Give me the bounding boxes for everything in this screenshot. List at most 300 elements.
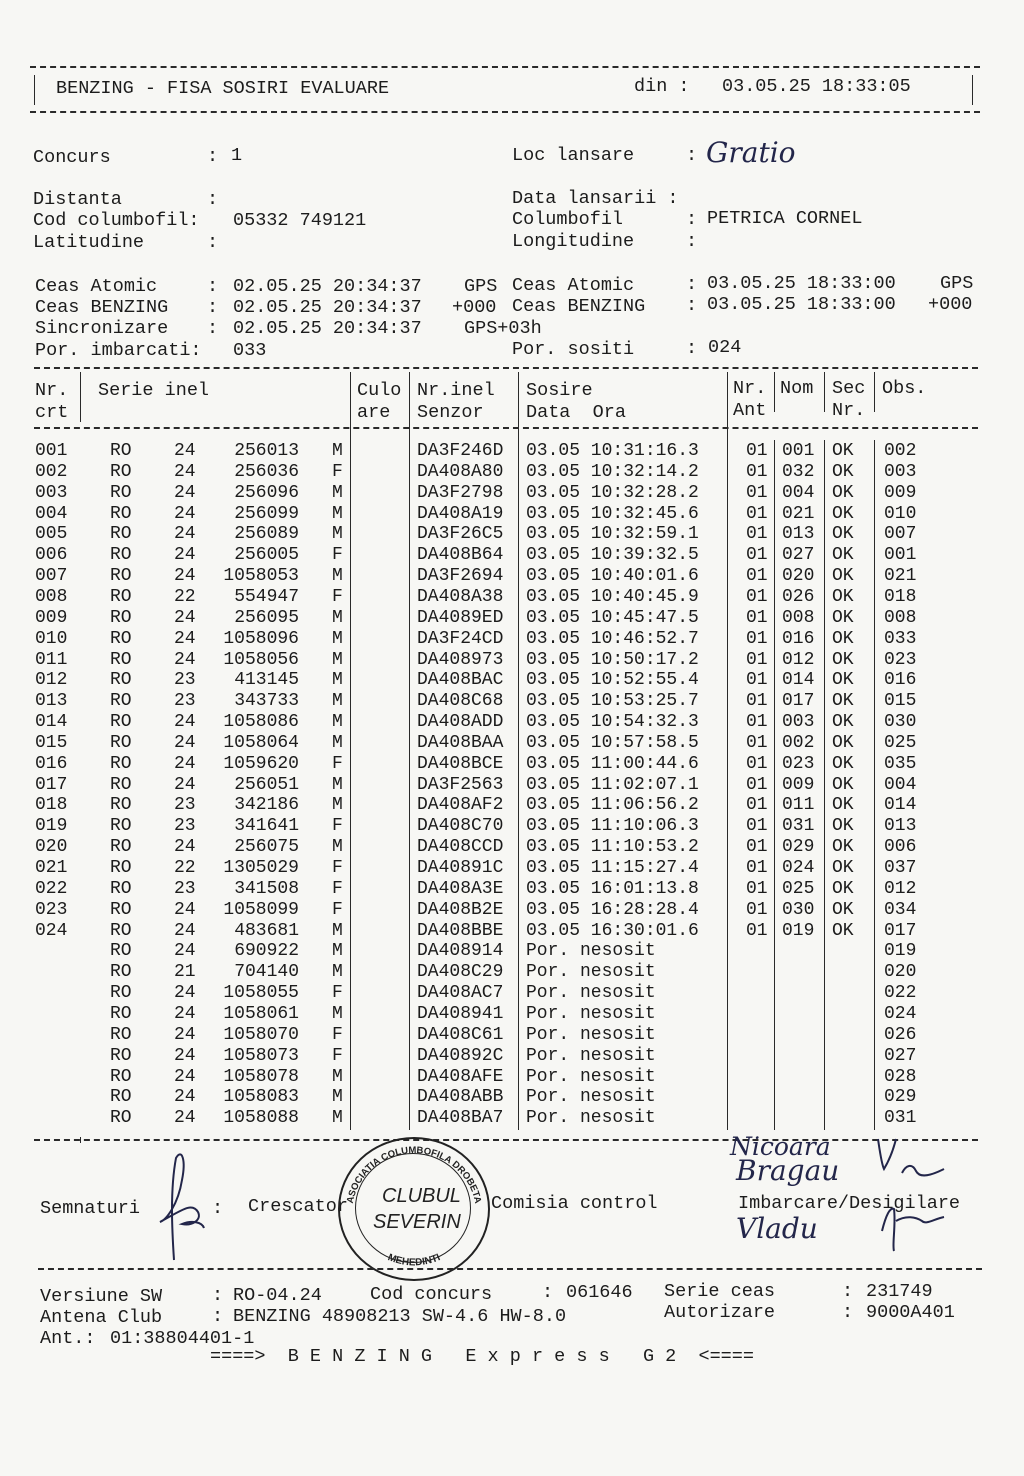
cell-sec: OK <box>832 566 854 587</box>
col-culoare-header-1: Culo <box>357 380 402 401</box>
cell-antenna: 01 <box>746 878 768 899</box>
cell-year: 21 <box>174 962 196 983</box>
clock-left-0-suffix: GPS <box>464 276 498 297</box>
cell-sex: F <box>332 1024 343 1045</box>
col-sep-8-head <box>874 372 875 412</box>
cell-country: RO <box>110 482 132 503</box>
cell-sensor: DA40891C <box>417 858 504 878</box>
clock-right-1-suffix: +000 <box>928 294 973 315</box>
stamp-top-text: ASOCIATIA COLUMBOFILA DROBETA <box>344 1144 484 1205</box>
cell-obs: 014 <box>884 795 917 816</box>
cell-sex: M <box>332 566 343 587</box>
loc-lansare-colon: : <box>686 145 698 166</box>
cell-ring: 1058099 <box>223 899 299 920</box>
cell-country: RO <box>110 753 132 774</box>
cell-sec: OK <box>832 545 854 566</box>
cell-nom: 021 <box>782 503 815 524</box>
cell-nom: 029 <box>782 837 815 858</box>
cell-country: RO <box>110 649 132 670</box>
cell-nom: 004 <box>782 482 815 503</box>
table-row <box>0 900 1024 921</box>
cell-sensor: DA408B64 <box>417 545 504 566</box>
cell-nr: 014 <box>35 712 68 733</box>
cell-sex: M <box>332 837 343 858</box>
cell-sensor: DA3F246D <box>417 441 504 461</box>
cell-country: RO <box>110 1087 132 1108</box>
cell-country: RO <box>110 878 132 899</box>
cell-sec: OK <box>832 858 854 878</box>
por-sositi-colon: : <box>686 338 698 359</box>
cell-ring: 341508 <box>234 878 299 899</box>
cell-year: 24 <box>174 1066 196 1087</box>
cod-concurs-value: 061646 <box>566 1282 633 1303</box>
cell-country: RO <box>110 774 132 795</box>
cell-obs: 001 <box>884 545 917 566</box>
cell-nr: 009 <box>35 607 68 628</box>
cell-sensor: DA3F2563 <box>417 774 504 795</box>
cell-obs: 026 <box>884 1024 917 1045</box>
cell-year: 24 <box>174 1045 196 1066</box>
serie-ceas-label: Serie ceas <box>664 1281 776 1302</box>
cell-sec: OK <box>832 795 854 816</box>
crescator-label: Crescator <box>248 1196 348 1217</box>
cell-sec: OK <box>832 503 854 524</box>
cell-nom: 026 <box>782 586 815 607</box>
versiune-label: Versiune SW <box>40 1286 163 1307</box>
cell-antenna: 01 <box>746 670 768 691</box>
cell-sensor: DA408A3E <box>417 878 504 899</box>
cell-ring: 1059620 <box>223 753 299 774</box>
cell-nr: 024 <box>35 920 68 941</box>
table-row <box>0 608 1024 629</box>
cell-obs: 018 <box>884 586 917 607</box>
cell-sex: F <box>332 1045 343 1066</box>
cell-ring: 690922 <box>234 941 299 962</box>
cell-nr: 007 <box>35 566 68 587</box>
cell-arrival: 03.05 10:31:16.3 <box>526 441 699 461</box>
cell-sex: M <box>332 607 343 628</box>
cell-sensor: DA408C61 <box>417 1024 504 1045</box>
cell-sec: OK <box>832 586 854 607</box>
cell-arrival: 03.05 10:52:55.4 <box>526 670 699 691</box>
clock-left-2-label: Sincronizare <box>35 318 169 339</box>
cell-country: RO <box>110 962 132 983</box>
cell-sensor: DA408C70 <box>417 816 504 837</box>
col-ant-header-1: Nr. <box>733 378 767 399</box>
cell-ring: 256089 <box>234 524 299 545</box>
cell-sex: M <box>332 962 343 983</box>
cell-obs: 010 <box>884 503 917 524</box>
cell-sensor: DA408914 <box>417 941 504 962</box>
cell-country: RO <box>110 837 132 858</box>
cell-year: 24 <box>174 774 196 795</box>
cell-sensor: DA3F26C5 <box>417 524 504 545</box>
table-row <box>0 566 1024 587</box>
cell-sex: M <box>332 1003 343 1024</box>
cell-country: RO <box>110 1003 132 1024</box>
cell-year: 24 <box>174 566 196 587</box>
table-row <box>0 879 1024 900</box>
cell-sex: M <box>332 524 343 545</box>
cell-country: RO <box>110 607 132 628</box>
data-lansarii-label: Data lansarii : <box>512 188 679 209</box>
cell-nr: 004 <box>35 503 68 524</box>
cell-sex: M <box>332 628 343 649</box>
cell-year: 23 <box>174 691 196 712</box>
imbarcare-label: Imbarcare/Desigilare <box>738 1193 961 1214</box>
cell-arrival: 03.05 10:45:47.5 <box>526 607 699 628</box>
cod-columbofil-value: 05332 749121 <box>233 210 367 231</box>
cell-arrival: 03.05 11:10:06.3 <box>526 816 699 837</box>
cell-ring: 256051 <box>234 774 299 795</box>
table-row <box>0 441 1024 462</box>
cell-country: RO <box>110 795 132 816</box>
cell-year: 24 <box>174 524 196 545</box>
cell-year: 23 <box>174 878 196 899</box>
cell-obs: 027 <box>884 1045 917 1066</box>
cell-nr: 022 <box>35 878 68 899</box>
stamp-line-1: CLUBUL <box>382 1185 461 1207</box>
table-row <box>0 524 1024 545</box>
footer-top-rule <box>38 1268 982 1270</box>
cell-year: 24 <box>174 649 196 670</box>
cell-sensor: DA408B2E <box>417 899 504 920</box>
concurs-value: 1 <box>231 145 243 166</box>
cell-sex: M <box>332 1108 343 1129</box>
cell-antenna: 01 <box>746 837 768 858</box>
cell-arrival: Por. nesosit <box>526 1108 656 1129</box>
cell-nr: 013 <box>35 691 68 712</box>
benzing-banner: ====> B E N Z I N G E x p r e s s G 2 <==== <box>210 1346 754 1367</box>
cell-ring: 343733 <box>234 691 299 712</box>
cell-arrival: Por. nesosit <box>526 1003 656 1024</box>
cell-antenna: 01 <box>746 920 768 941</box>
cell-antenna: 01 <box>746 503 768 524</box>
clock-right-1-value: 03.05.25 18:33:00 <box>707 294 896 315</box>
cell-ring: 1305029 <box>223 858 299 878</box>
cell-sensor: DA408AF2 <box>417 795 504 816</box>
cell-year: 24 <box>174 1087 196 1108</box>
cell-ring: 1058056 <box>223 649 299 670</box>
por-imbarcati-label: Por. imbarcati: <box>35 340 202 361</box>
cell-obs: 007 <box>884 524 917 545</box>
col-sep-6-head <box>774 372 775 412</box>
table-row <box>0 650 1024 671</box>
cell-ring: 256099 <box>234 503 299 524</box>
cell-nr: 023 <box>35 899 68 920</box>
cell-obs: 030 <box>884 712 917 733</box>
cell-country: RO <box>110 503 132 524</box>
cell-obs: 002 <box>884 441 917 461</box>
cell-year: 23 <box>174 795 196 816</box>
cell-arrival: 03.05 16:28:28.4 <box>526 899 699 920</box>
table-row <box>0 587 1024 608</box>
cell-arrival: 03.05 11:06:56.2 <box>526 795 699 816</box>
cell-obs: 015 <box>884 691 917 712</box>
table-row <box>0 1067 1024 1088</box>
cell-sec: OK <box>832 732 854 753</box>
print-date: 03.05.25 18:33:05 <box>722 76 911 97</box>
cell-obs: 035 <box>884 753 917 774</box>
cell-nr: 006 <box>35 545 68 566</box>
col-culoare-header-2: are <box>357 402 391 423</box>
cell-sensor: DA408BBE <box>417 920 504 941</box>
cell-sec: OK <box>832 712 854 733</box>
col-ant-header-2: Ant <box>733 400 767 421</box>
cell-sec: OK <box>832 607 854 628</box>
cod-concurs-label: Cod concurs <box>370 1284 493 1305</box>
cell-sensor: DA408AC7 <box>417 983 504 1004</box>
cell-antenna: 01 <box>746 628 768 649</box>
clock-right-0-colon: : <box>686 274 698 295</box>
cell-year: 24 <box>174 482 196 503</box>
signature-scribble-2 <box>872 1135 952 1255</box>
cell-sensor: DA408A19 <box>417 503 504 524</box>
cell-ring: 1058096 <box>223 628 299 649</box>
cell-country: RO <box>110 586 132 607</box>
cell-year: 24 <box>174 441 196 461</box>
cell-antenna: 01 <box>746 441 768 461</box>
cell-year: 24 <box>174 503 196 524</box>
cell-arrival: Por. nesosit <box>526 1024 656 1045</box>
cell-obs: 020 <box>884 962 917 983</box>
cell-sec: OK <box>832 774 854 795</box>
semnaturi-label: Semnaturi <box>40 1198 140 1219</box>
cell-ring: 342186 <box>234 795 299 816</box>
cell-nom: 017 <box>782 691 815 712</box>
cell-sec: OK <box>832 837 854 858</box>
cell-sensor: DA408C68 <box>417 691 504 712</box>
cell-antenna: 01 <box>746 816 768 837</box>
signature-handwritten-2: Bragau <box>736 1154 840 1187</box>
cell-country: RO <box>110 566 132 587</box>
cell-year: 24 <box>174 1108 196 1129</box>
cell-year: 22 <box>174 858 196 878</box>
cell-obs: 031 <box>884 1108 917 1129</box>
cell-sex: M <box>332 774 343 795</box>
longitudine-colon: : <box>686 231 698 252</box>
cell-sec: OK <box>832 649 854 670</box>
cell-ring: 341641 <box>234 816 299 837</box>
cell-antenna: 01 <box>746 545 768 566</box>
cell-antenna: 01 <box>746 524 768 545</box>
cell-obs: 023 <box>884 649 917 670</box>
signature-scribble-1 <box>152 1150 208 1265</box>
page-title: BENZING - FISA SOSIRI EVALUARE <box>56 78 390 99</box>
cell-antenna: 01 <box>746 482 768 503</box>
cell-sex: M <box>332 732 343 753</box>
clock-left-2-suffix: GPS+03h <box>464 318 542 339</box>
cell-sensor: DA408BAA <box>417 732 504 753</box>
cell-arrival: 03.05 10:57:58.5 <box>526 732 699 753</box>
cod-concurs-colon: : <box>542 1282 554 1303</box>
cell-sec: OK <box>832 920 854 941</box>
col-sep-7-head <box>824 372 825 412</box>
cell-nom: 027 <box>782 545 815 566</box>
cell-arrival: 03.05 10:54:32.3 <box>526 712 699 733</box>
cell-ring: 256095 <box>234 607 299 628</box>
table-row <box>0 921 1024 942</box>
cell-nom: 009 <box>782 774 815 795</box>
cell-country: RO <box>110 441 132 461</box>
cell-sex: F <box>332 816 343 837</box>
clock-left-2-colon: : <box>207 318 219 339</box>
loc-lansare-label: Loc lansare <box>512 145 635 166</box>
cell-arrival: 03.05 10:40:45.9 <box>526 586 699 607</box>
cell-year: 23 <box>174 670 196 691</box>
cell-year: 24 <box>174 1024 196 1045</box>
antena-value: BENZING 48908213 SW-4.6 HW-8.0 <box>233 1306 567 1327</box>
longitudine-label: Longitudine <box>512 231 635 252</box>
cell-sensor: DA408941 <box>417 1003 504 1024</box>
latitudine-label: Latitudine <box>33 232 145 253</box>
cell-arrival: Por. nesosit <box>526 941 656 962</box>
cell-ring: 1058055 <box>223 983 299 1004</box>
cell-obs: 016 <box>884 670 917 691</box>
table-row <box>0 712 1024 733</box>
cell-year: 24 <box>174 837 196 858</box>
header-left-border <box>34 75 35 105</box>
clock-left-0-label: Ceas Atomic <box>35 276 158 297</box>
cell-antenna: 01 <box>746 753 768 774</box>
cell-arrival: 03.05 10:32:14.2 <box>526 461 699 482</box>
clock-right-1-colon: : <box>686 295 698 316</box>
cell-country: RO <box>110 461 132 482</box>
cell-nr: 012 <box>35 670 68 691</box>
cell-country: RO <box>110 732 132 753</box>
table-row <box>0 795 1024 816</box>
clock-left-2-value: 02.05.25 20:34:37 <box>233 318 422 339</box>
col-obs-header: Obs. <box>882 378 927 399</box>
cell-antenna: 01 <box>746 899 768 920</box>
cell-country: RO <box>110 628 132 649</box>
col-nr-header: Nr. <box>35 380 69 401</box>
cell-sex: M <box>332 941 343 962</box>
table-row <box>0 1046 1024 1067</box>
cell-nr: 021 <box>35 858 68 878</box>
loc-lansare-handwritten: Gratio <box>706 136 796 169</box>
cell-sex: M <box>332 712 343 733</box>
cell-sensor: DA4089ED <box>417 607 504 628</box>
cell-year: 24 <box>174 941 196 962</box>
cell-sex: F <box>332 878 343 899</box>
cell-nom: 014 <box>782 670 815 691</box>
cell-ring: 1058064 <box>223 732 299 753</box>
col-crt-header: crt <box>35 402 69 423</box>
clock-left-0-colon: : <box>207 276 219 297</box>
cell-sensor: DA408A80 <box>417 461 504 482</box>
por-imbarcati-value: 033 <box>233 340 267 361</box>
stamp-bottom-text: MEHEDINTI <box>386 1252 442 1269</box>
cell-arrival: 03.05 11:00:44.6 <box>526 753 699 774</box>
cell-sex: F <box>332 586 343 607</box>
table-row <box>0 670 1024 691</box>
cell-obs: 037 <box>884 858 917 878</box>
clock-left-1-label: Ceas BENZING <box>35 297 169 318</box>
concurs-colon: : <box>207 146 219 167</box>
cell-arrival: 03.05 10:53:25.7 <box>526 691 699 712</box>
cell-antenna: 01 <box>746 461 768 482</box>
cell-obs: 006 <box>884 837 917 858</box>
cell-year: 24 <box>174 1003 196 1024</box>
cell-ring: 1058073 <box>223 1045 299 1066</box>
table-row <box>0 1025 1024 1046</box>
cell-sensor: DA40892C <box>417 1045 504 1066</box>
cell-obs: 029 <box>884 1087 917 1108</box>
cell-obs: 017 <box>884 920 917 941</box>
cell-year: 23 <box>174 816 196 837</box>
cell-ring: 256036 <box>234 461 299 482</box>
cell-year: 24 <box>174 461 196 482</box>
header-right-border <box>972 75 973 105</box>
cell-sec: OK <box>832 816 854 837</box>
cell-nom: 031 <box>782 816 815 837</box>
table-row <box>0 837 1024 858</box>
cell-antenna: 01 <box>746 712 768 733</box>
autorizare-label: Autorizare <box>664 1302 776 1323</box>
cell-year: 24 <box>174 899 196 920</box>
cell-sensor: DA408BCE <box>417 753 504 774</box>
cell-antenna: 01 <box>746 795 768 816</box>
cell-year: 24 <box>174 983 196 1004</box>
cell-year: 24 <box>174 712 196 733</box>
cell-nr: 016 <box>35 753 68 774</box>
cell-arrival: 03.05 11:10:53.2 <box>526 837 699 858</box>
clock-right-0-value: 03.05.25 18:33:00 <box>707 273 896 294</box>
cell-arrival: 03.05 16:01:13.8 <box>526 878 699 899</box>
clock-left-1-value: 02.05.25 20:34:37 <box>233 297 422 318</box>
club-stamp <box>338 1137 490 1281</box>
cod-columbofil-label: Cod columbofil: <box>33 210 200 231</box>
cell-sex: F <box>332 461 343 482</box>
header-top-rule <box>30 66 980 68</box>
cell-sensor: DA408C29 <box>417 962 504 983</box>
cell-nr: 001 <box>35 441 68 461</box>
cell-nr: 003 <box>35 482 68 503</box>
clock-right-0-label: Ceas Atomic <box>512 275 635 296</box>
cell-sensor: DA408BAC <box>417 670 504 691</box>
cell-antenna: 01 <box>746 774 768 795</box>
cell-year: 24 <box>174 545 196 566</box>
autorizare-value: 9000A401 <box>866 1302 955 1323</box>
cell-country: RO <box>110 816 132 837</box>
cell-sensor: DA3F2694 <box>417 566 504 587</box>
cell-nom: 012 <box>782 649 815 670</box>
por-sositi-label: Por. sositi <box>512 339 635 360</box>
cell-arrival: 03.05 10:32:59.1 <box>526 524 699 545</box>
col-sec-header-2: Nr. <box>832 400 866 421</box>
table-row <box>0 691 1024 712</box>
cell-sex: F <box>332 983 343 1004</box>
cell-sec: OK <box>832 753 854 774</box>
concurs-label: Concurs <box>33 147 111 168</box>
clock-left-1-suffix: +000 <box>452 297 497 318</box>
col-nom-header: Nom <box>780 378 814 399</box>
cell-nom: 003 <box>782 712 815 733</box>
table-row <box>0 1087 1024 1108</box>
cell-nr: 015 <box>35 732 68 753</box>
cell-sex: M <box>332 441 343 461</box>
cell-obs: 028 <box>884 1066 917 1087</box>
cell-ring: 1058086 <box>223 712 299 733</box>
cell-sec: OK <box>832 524 854 545</box>
cell-sec: OK <box>832 670 854 691</box>
cell-sensor: DA408A38 <box>417 586 504 607</box>
cell-sensor: DA408ADD <box>417 712 504 733</box>
cell-sensor: DA408AFE <box>417 1066 504 1087</box>
clock-right-1-label: Ceas BENZING <box>512 296 646 317</box>
table-row <box>0 754 1024 775</box>
